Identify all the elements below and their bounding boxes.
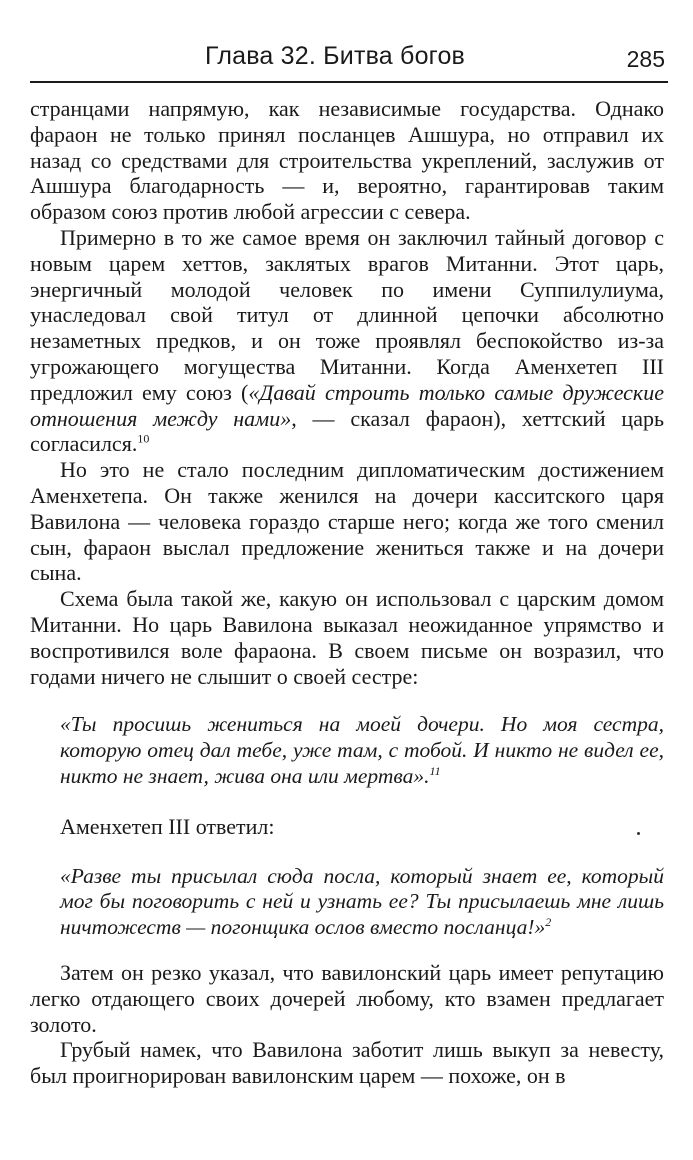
- spacer: [30, 840, 664, 864]
- spacer: [30, 941, 664, 960]
- spacer: [30, 790, 664, 814]
- header-rule: [30, 81, 668, 83]
- page-number: 285: [626, 46, 665, 72]
- quote-2: [30, 864, 664, 941]
- footnote-ref-2: 2: [545, 914, 552, 929]
- footnote-ref-11: 11: [429, 763, 441, 778]
- paragraph-2: [30, 225, 664, 457]
- paragraph-2-text-b: , — сказал фараон), хеттский царь согласился.: [30, 405, 664, 457]
- paragraph-4: Схема была такой же, какую он использовал с царским домом Митанни. Но царь Вавилона выказал неожиданное упрямство и воспротивился воле фараона. В своем письме он возразил, что годами ничего не слышит о своей сестре:: [30, 586, 664, 689]
- footnote-ref-10: 10: [137, 432, 150, 447]
- quote-2-text: «Разве ты присылал сюда посла, который знает ее, который мог бы поговорить с ней и узнать ее? Ты присылаешь мне лишь ничтожеств — погонщика ослов вместо посланца!»: [60, 863, 664, 940]
- paragraph-1: странцами напрямую, как независимые государства. Однако фараон не только принял посланцев Ашшура, но отправил их назад со средствами для строительства укреплений, заслужив от Ашшура благодарность — и, вероятно, гарантировав таким образом союз против любой агрессии с севера.: [30, 96, 664, 225]
- print-speck: [637, 832, 640, 835]
- paragraph-6: Затем он резко указал, что вавилонский царь имеет репутацию легко отдающего своих дочерей любому, кто взамен предлагает золото.: [30, 959, 664, 1037]
- body-text: [30, 96, 664, 1089]
- paragraph-2-text-a: Примерно в то же самое время он заключил тайный договор с новым царем хеттов, заклятых врагов Митанни. Этот царь, энергичный молодой человек по имени Суппилулиума, унаследовал свой титул от длинной цепочки абсолютно незаметных предков, и он тоже проявлял беспокойство из-за угрожающего могущества Митанни. Когда Аменхетеп III предложил ему союз (: [30, 224, 664, 405]
- paragraph-5: Аменхетеп III ответил:: [60, 813, 275, 839]
- paragraph-3: Но это не стало последним дипломатическим достижением Аменхетепа. Он также женился на дочери касситского царя Вавилона — человека гораздо старше него; когда же того сменил сын, фараон выслал предложение жениться также и на дочери сына.: [30, 457, 664, 586]
- spacer: [30, 689, 664, 712]
- paragraph-7: Грубый намек, что Вавилона заботит лишь выкуп за невесту, был проигнорирован вавилонским царем — похоже, он в: [30, 1037, 664, 1089]
- chapter-title: Глава 32. Битва богов: [205, 42, 466, 70]
- quote-1-text: «Ты просишь жениться на моей дочери. Но моя сестра, которую отец дал тебе, уже там, с тобой. И никто не видел ее, никто не знает, жива она или мертва».: [60, 712, 664, 788]
- quote-1: [30, 712, 664, 789]
- running-header: [30, 38, 668, 82]
- paragraph-2-quote: «Давай строить только самые дружеские отношения между нами»: [30, 379, 664, 431]
